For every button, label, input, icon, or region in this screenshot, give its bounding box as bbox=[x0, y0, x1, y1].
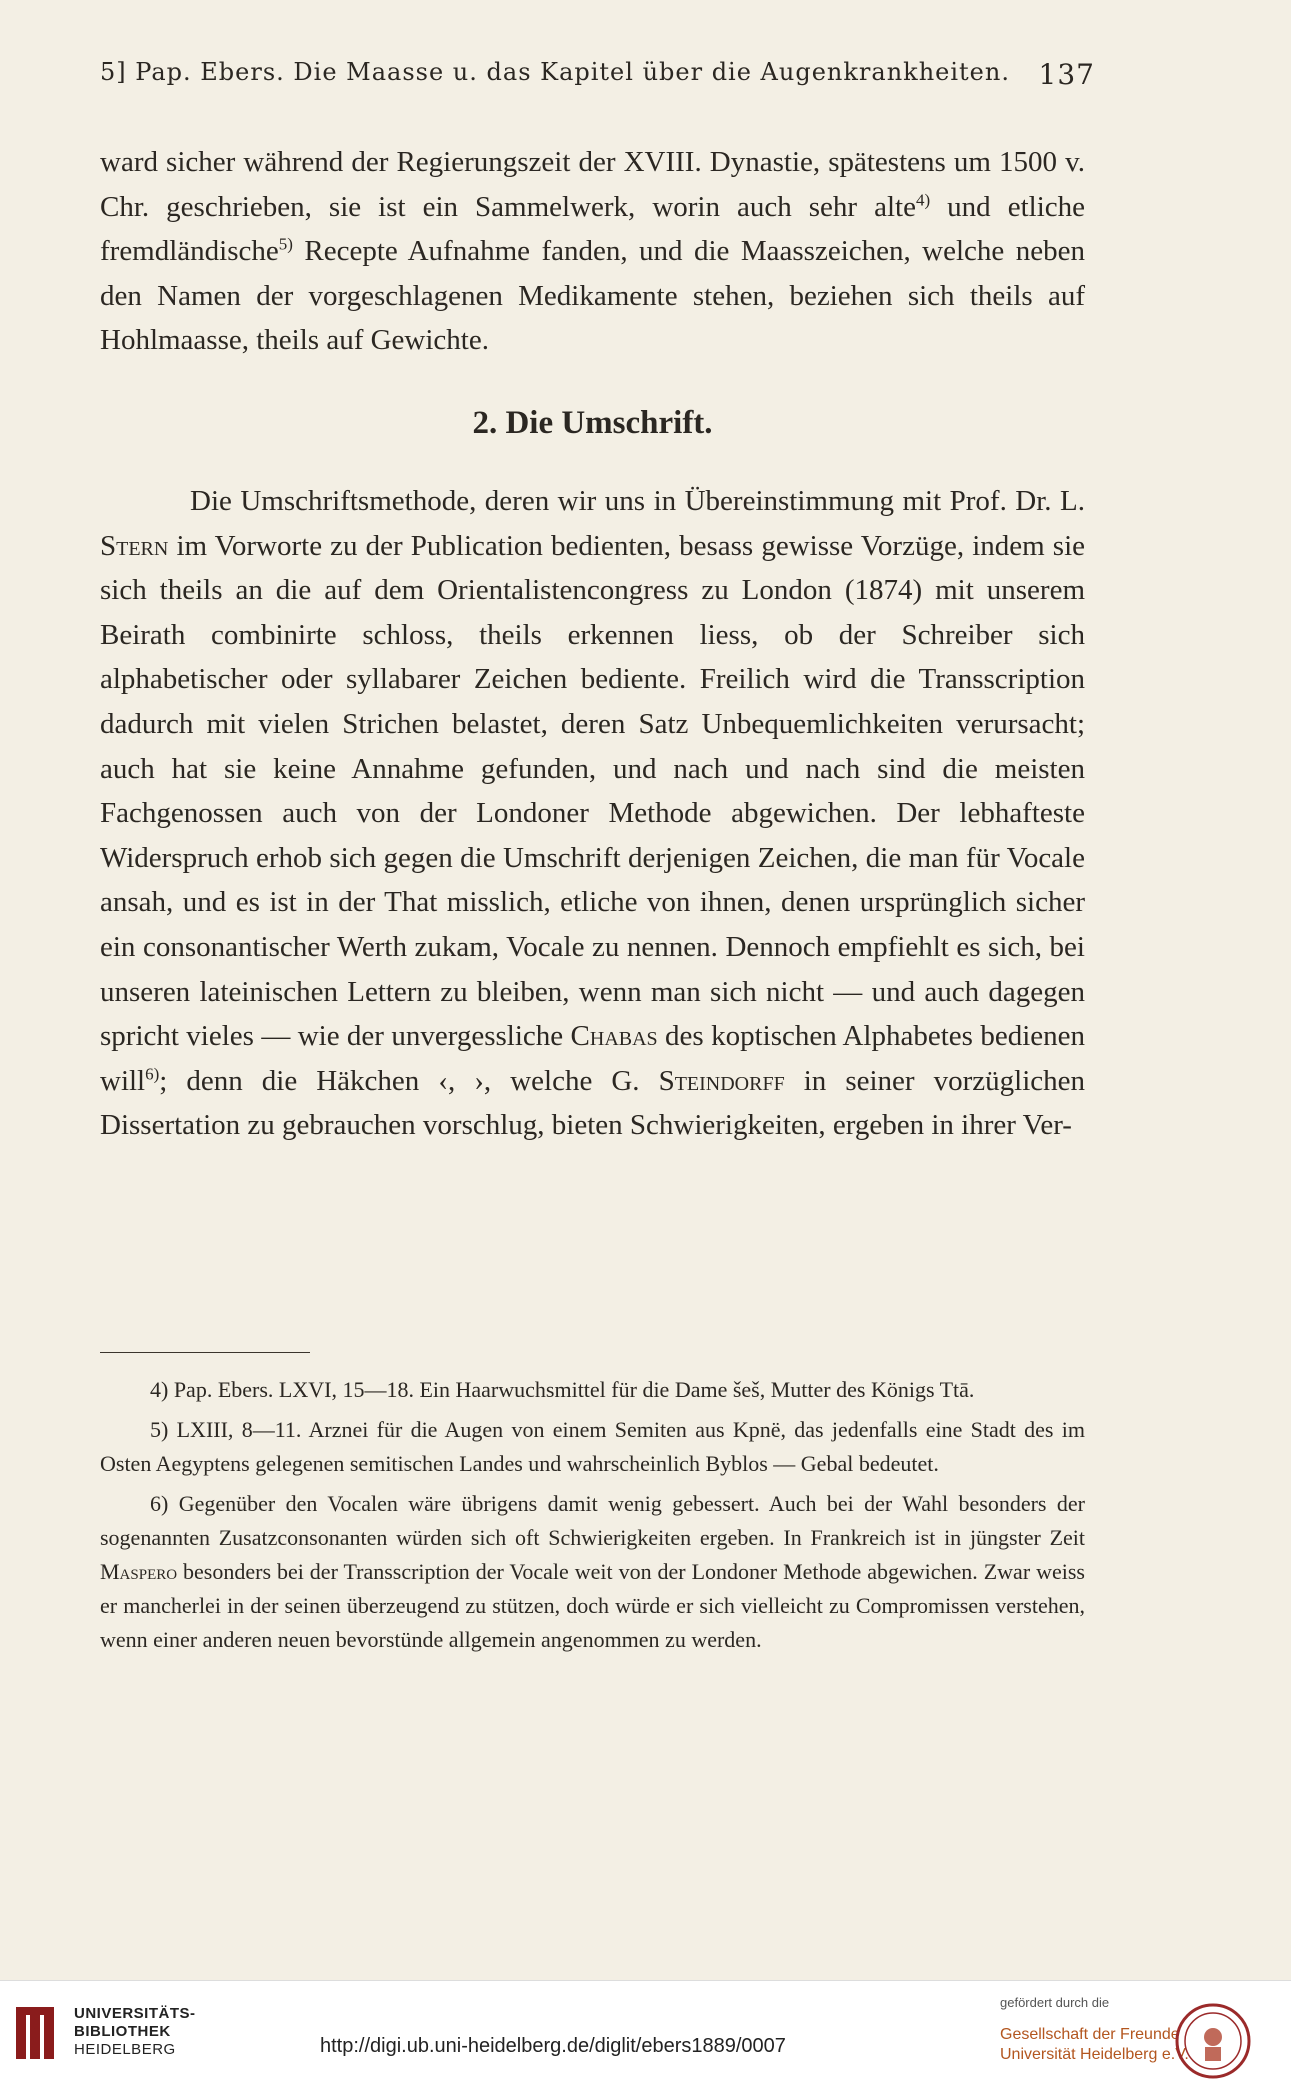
library-name bbox=[74, 2005, 196, 2059]
footnote-divider bbox=[100, 1352, 310, 1353]
footnote-ref-5: 5) bbox=[278, 234, 293, 254]
name-stern: Stern bbox=[100, 529, 169, 562]
permalink-url[interactable]: http://digi.ub.uni-heidelberg.de/diglit/ebers1889/0007 bbox=[320, 2035, 786, 2057]
para2-text-d: ; denn die Häkchen ‹, ›, welche G. bbox=[159, 1064, 659, 1097]
footnote-ref-6: 6) bbox=[145, 1064, 160, 1084]
paragraph-2 bbox=[100, 479, 1085, 1148]
para1-text: ward sicher während der Regierungszeit der XVIII. Dynastie, spätestens um 1500 v. Chr. geschrieben, sie ist ein Sammelwerk, worin auch sehr alte bbox=[100, 146, 1085, 223]
running-head bbox=[100, 58, 1095, 91]
funded-by-label: gefördert durch die bbox=[1000, 1995, 1110, 2010]
footnote-6-text-a: 6) Gegenüber den Vocalen wäre übrigens damit wenig gebessert. Auch bei der Wahl besonders der sogenannten Zusatzconsonanten würden sich oft Schwierigkeiten ergeben. In Frankreich ist in jüngster Zeit bbox=[100, 1491, 1085, 1550]
paragraph-1 bbox=[100, 140, 1085, 363]
university-library-logo-icon bbox=[14, 2003, 66, 2063]
para1-text-c: Recepte Aufnahme fanden, und die Maasszeichen, welche neben den Namen der vorgeschlagenen Medikamente stehen, beziehen sich theils auf Hohlmaasse, theils auf Gewichte. bbox=[100, 235, 1085, 357]
footnotes bbox=[100, 1373, 1085, 1663]
library-line-3: HEIDELBERG bbox=[74, 2041, 176, 2058]
sponsor-line-2: Universität Heidelberg e.V. bbox=[1000, 2046, 1189, 2063]
page-number: 137 bbox=[1038, 58, 1095, 91]
name-steindorff: Steindorff bbox=[658, 1064, 785, 1097]
name-chabas: Chabas bbox=[570, 1020, 658, 1053]
para2-text-e: in seiner vorzüglichen Dissertation zu gebrauchen vorschlug, bieten Schwierigkeiten, ergeben in ihrer Ver- bbox=[100, 1064, 1085, 1142]
para1-text-b: und etliche fremdländische bbox=[100, 190, 1085, 268]
section-title: 2. Die Umschrift. bbox=[472, 404, 713, 441]
digitization-footer-bar bbox=[0, 1980, 1291, 2097]
running-head-text: 5] Pap. Ebers. Die Maasse u. das Kapitel über die Augenkrankheiten. bbox=[100, 58, 1010, 86]
footnote-6-text-b: besonders bei der Transscription der Vocale weit von der Londoner Methode abgewichen. Zwar weiss er mancherlei in der seinen überzeugend zu stützen, doch würde er sich vielleicht zu Compromissen verstehen, wenn einer anderen neuen bevorstünde allgemein angenommen zu werden. bbox=[100, 1559, 1085, 1652]
university-seal-icon bbox=[1175, 2003, 1251, 2079]
footnote-5: 5) LXIII, 8—11. Arznei für die Augen von einem Semiten aus Kpnë, das jedenfalls eine Stadt des im Osten Aegyptens gelegenen semitischen Landes und wahrscheinlich Byblos — Gebal bedeutet. bbox=[100, 1417, 1085, 1476]
para2-text-c: des koptischen Alphabetes bedienen will bbox=[100, 1020, 1085, 1097]
footnote-6 bbox=[100, 1487, 1085, 1657]
para2-text-a: Die Umschriftsmethode, deren wir uns in Übereinstimmung mit Prof. Dr. L. bbox=[190, 484, 1085, 517]
library-line-1: UNIVERSITÄTS- bbox=[74, 2005, 196, 2022]
para2-text-b: im Vorworte zu der Publication bedienten, besass gewisse Vorzüge, indem sie sich theils an die auf dem Orientalistencongress zu London (1874) mit unserem Beirath combinirte schloss, theils erkennen liess, ob der Schreiber sich alphabetischer oder syllabarer Zeichen bediente. Freilich wird die Transscription dadurch mit vielen Strichen belastet, deren Satz Unbequemlichkeiten verursacht; auch hat sie keine Annahme gefunden, und nach und nach sind die meisten Fachgenossen auch von der Londoner Methode abgewichen. Der lebhafteste Widerspruch erhob sich gegen die Umschrift derjenigen Zeichen, die man für Vocale ansah, und es ist in der That misslich, etliche von ihnen, denen ursprünglich sicher ein consonantischer Werth zukam, Vocale zu nennen. Dennoch empfiehlt es sich, bei unseren lateinischen Lettern zu bleiben, wenn man sich nicht — und auch dagegen spricht vieles — wie der unvergessliche bbox=[100, 529, 1085, 1053]
footnote-4: 4) Pap. Ebers. LXVI, 15—18. Ein Haarwuchsmittel für die Dame šeš, Mutter des Königs Ttā. bbox=[150, 1377, 975, 1402]
library-line-2: BIBLIOTHEK bbox=[74, 2023, 171, 2040]
name-maspero: Maspero bbox=[100, 1559, 178, 1584]
main-text bbox=[100, 140, 1085, 1148]
sponsor-line-1: Gesellschaft der Freunde bbox=[1000, 2026, 1180, 2043]
footnote-ref-4: 4) bbox=[915, 189, 931, 209]
sponsor-name bbox=[1000, 2025, 1189, 2065]
